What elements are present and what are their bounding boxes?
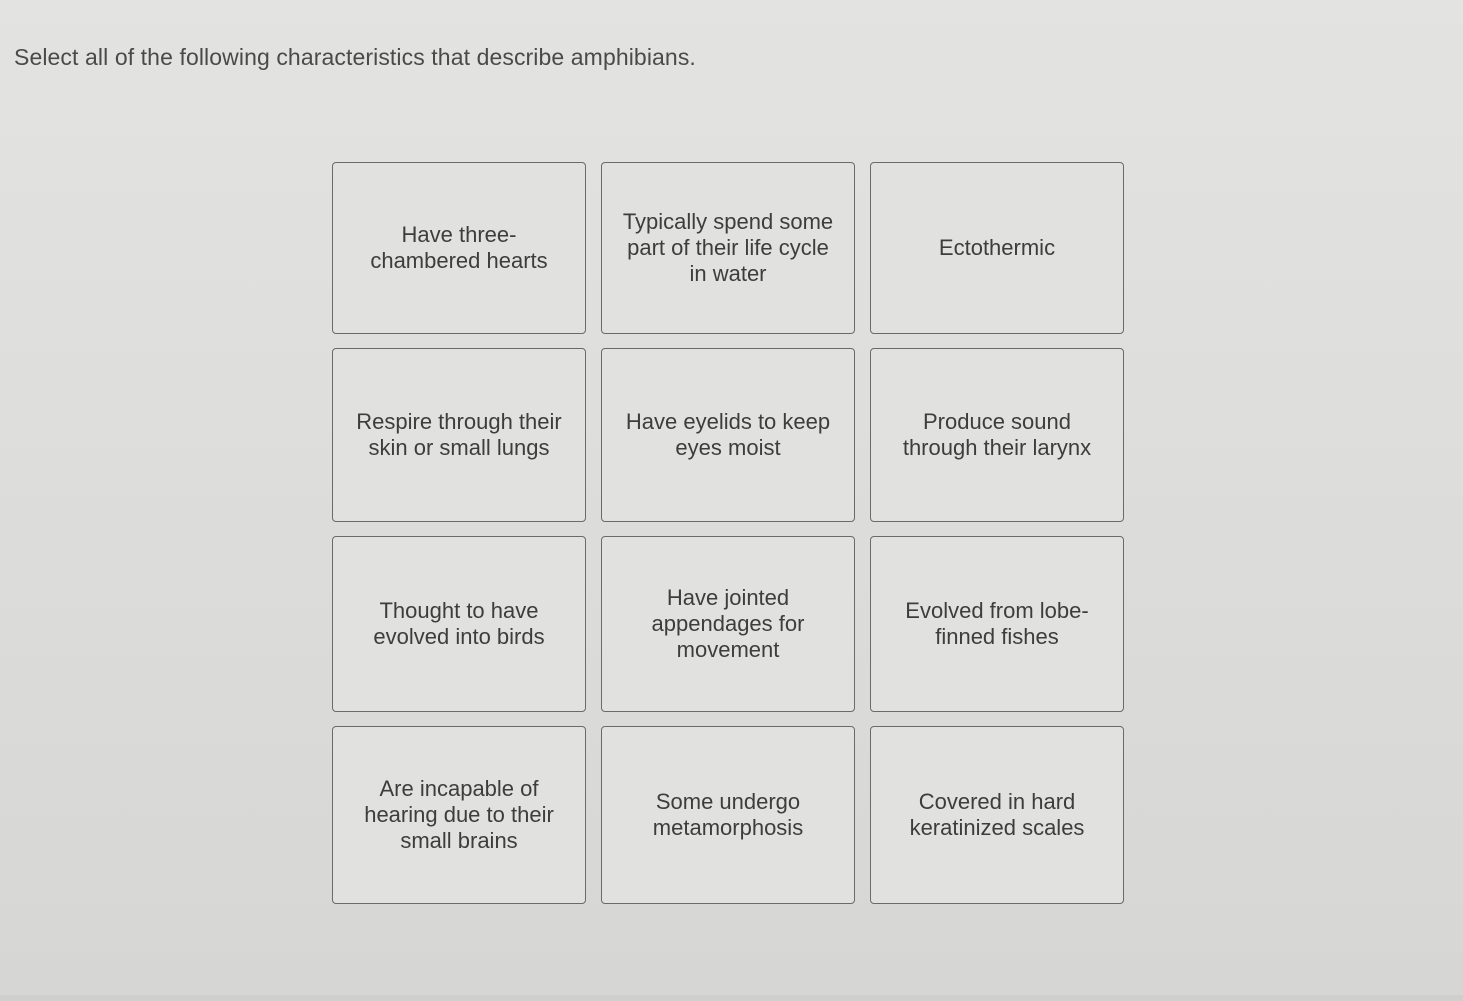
option-card-three-chambered-hearts[interactable] [332, 162, 586, 334]
question-prompt: Select all of the following characteristics that describe amphibians. [14, 44, 696, 70]
option-label: Covered in hard keratinized scales [909, 789, 1085, 840]
option-card-eyelids[interactable] [601, 348, 855, 522]
option-card-incapable-of-hearing[interactable] [332, 726, 586, 904]
option-label: Evolved from lobe- finned fishes [905, 598, 1089, 649]
option-label: Typically spend some part of their life cycle in water [622, 209, 834, 286]
option-card-sound-through-larynx[interactable] [870, 348, 1124, 522]
option-label: Some undergo metamorphosis [652, 789, 804, 840]
option-label: Have eyelids to keep eyes moist [625, 409, 831, 460]
option-card-evolved-into-birds[interactable] [332, 536, 586, 712]
option-card-jointed-appendages[interactable] [601, 536, 855, 712]
option-label: Have three- chambered hearts [370, 222, 548, 273]
option-card-spend-life-cycle-in-water[interactable] [601, 162, 855, 334]
option-card-ectothermic[interactable] [870, 162, 1124, 334]
answer-options-grid [332, 162, 1132, 906]
option-label: Ectothermic [938, 235, 1056, 260]
option-card-metamorphosis[interactable] [601, 726, 855, 904]
option-label: Have jointed appendages for movement [651, 585, 805, 662]
option-card-respire-through-skin[interactable] [332, 348, 586, 522]
option-label: Produce sound through their larynx [902, 409, 1092, 460]
option-label: Respire through their skin or small lungs [356, 409, 562, 460]
option-label: Are incapable of hearing due to their small brains [364, 776, 554, 853]
option-card-lobe-finned-fishes[interactable] [870, 536, 1124, 712]
page-bottom-edge [0, 995, 1463, 1001]
option-card-keratinized-scales[interactable] [870, 726, 1124, 904]
option-label: Thought to have evolved into birds [373, 598, 545, 649]
